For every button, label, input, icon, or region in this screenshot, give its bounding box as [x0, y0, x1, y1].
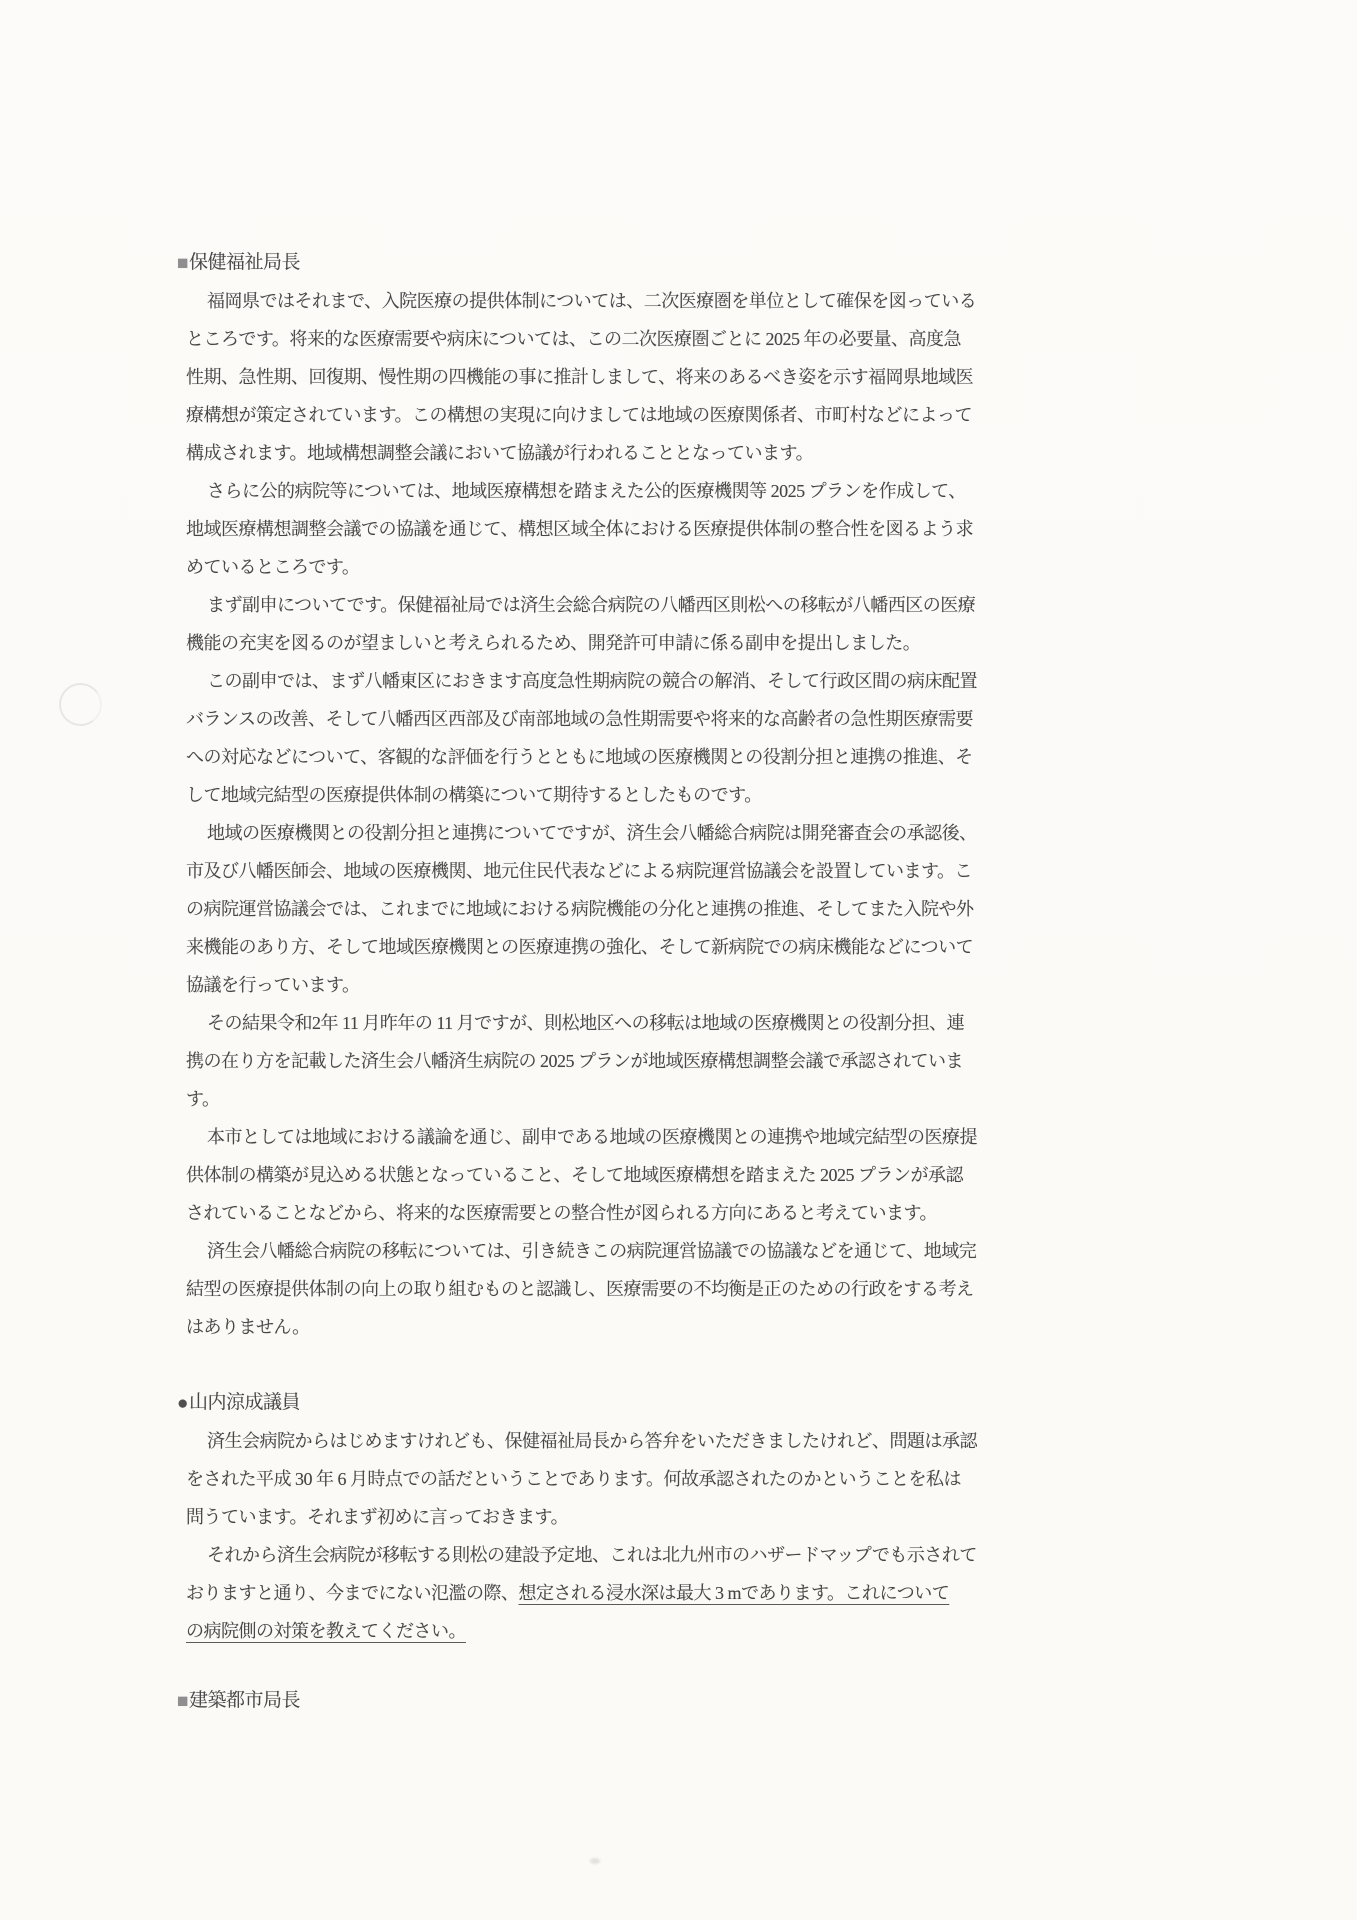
text-segment: 構成されます。地域構想調整会議において協議が行われることとなっています。	[186, 443, 814, 463]
text-segment: 協議を行っています。	[186, 975, 360, 995]
text-segment: されていることなどから、将来的な医療需要との整合性が図られる方向にあると考えています。	[186, 1203, 938, 1223]
text-line	[186, 358, 978, 396]
scan-smudge	[590, 1858, 600, 1864]
text-segment: 地域の医療機関との役割分担と連携についてですが、済生会八幡総合病院は開発審査会の承認後、	[207, 823, 977, 843]
text-line	[186, 1536, 978, 1574]
text-line	[186, 662, 978, 700]
text-segment: の病院運営協議会では、これまでに地域における病院機能の分化と連携の推進、そしてまた入院や外	[186, 899, 974, 919]
text-line	[186, 966, 978, 1004]
text-line	[186, 320, 978, 358]
text-segment: への対応などについて、客観的な評価を行うとともに地域の医療機関との役割分担と連携の推進、そ	[186, 747, 973, 767]
text-segment: それから済生会病院が移転する則松の建設予定地、これは北九州市のハザードマップでも示されて	[207, 1545, 977, 1565]
text-line	[186, 1080, 978, 1118]
text-line	[186, 1270, 978, 1308]
underlined-text: 想定される浸水深は最大 3 mであります。これについて	[518, 1583, 950, 1603]
text-line	[186, 1118, 978, 1156]
text-line	[186, 282, 978, 320]
text-segment: さらに公的病院等については、地域医療構想を踏まえた公的医療機関等 2025 プランを作成して、	[207, 481, 966, 501]
text-line	[186, 396, 978, 434]
text-segment: 結型の医療提供体制の向上の取り組むものと認識し、医療需要の不均衡是正のための行政をする考え	[186, 1279, 974, 1299]
square-bullet-icon: ■	[177, 1691, 188, 1712]
circle-bullet-icon: ●	[177, 1393, 188, 1414]
text-line	[186, 624, 978, 662]
text-segment: 済生会八幡総合病院の移転については、引き続きこの病院運営協議での協議などを通じて、地域完	[207, 1241, 977, 1261]
text-line	[186, 1232, 978, 1270]
text-line	[186, 1004, 978, 1042]
text-line	[186, 434, 978, 472]
text-segment: 療構想が策定されています。この構想の実現に向けましては地域の医療関係者、市町村などによって	[186, 405, 973, 425]
speaker-heading	[177, 1682, 978, 1720]
speaker-name: 保健福祉局長	[188, 252, 300, 273]
text-line	[186, 586, 978, 624]
text-segment: ところです。将来的な医療需要や病床については、この二次医療圏ごとに 2025 年の必要量、高度急	[186, 329, 962, 349]
text-line	[186, 738, 978, 776]
text-line	[186, 1308, 978, 1346]
speaker-name: 建築都市局長	[188, 1690, 300, 1711]
underlined-text: の病院側の対策を教えてください。	[186, 1621, 466, 1641]
text-line	[186, 548, 978, 586]
text-segment: はありません。	[186, 1317, 310, 1337]
text-line	[186, 510, 978, 548]
text-segment: その結果令和2年 11 月昨年の 11 月ですが、則松地区への移転は地域の医療機関との役割分担、連	[207, 1013, 965, 1033]
text-line	[186, 1156, 978, 1194]
text-segment: す。	[186, 1089, 220, 1109]
scan-artifact-circle	[56, 680, 105, 729]
text-segment: 機能の充実を図るのが望ましいと考えられるため、開発許可申請に係る副申を提出しました。	[186, 633, 921, 653]
text-segment: バランスの改善、そして八幡西区西部及び南部地域の急性期需要や将来的な高齢者の急性期医療需要	[186, 709, 973, 729]
speaker-heading	[177, 244, 978, 282]
text-line	[186, 928, 978, 966]
text-segment: まず副申についてです。保健福祉局では済生会総合病院の八幡西区則松への移転が八幡西区の医療	[207, 595, 976, 615]
text-segment: 来機能のあり方、そして地域医療機関との医療連携の強化、そして新病院での病床機能などについて	[186, 937, 974, 957]
text-segment: 携の在り方を記載した済生会八幡済生病院の 2025 プランが地域医療構想調整会議で承認されていま	[186, 1051, 963, 1071]
transcript-body	[177, 244, 978, 1720]
text-segment: して地域完結型の医療提供体制の構築について期待するとしたものです。	[186, 785, 762, 805]
text-line	[186, 1460, 978, 1498]
text-line	[186, 1498, 978, 1536]
text-line	[186, 1194, 978, 1232]
square-bullet-icon: ■	[177, 253, 188, 274]
text-line	[186, 814, 978, 852]
text-line	[186, 700, 978, 738]
text-line	[186, 890, 978, 928]
text-segment: 供体制の構築が見込める状態となっていること、そして地域医療構想を踏まえた 2025 プランが承認	[186, 1165, 963, 1185]
text-line	[186, 1042, 978, 1080]
text-segment: 済生会病院からはじめますけれども、保健福祉局長から答弁をいただきましたけれど、問題は承認	[207, 1431, 977, 1451]
text-segment: 地域医療構想調整会議での協議を通じて、構想区域全体における医療提供体制の整合性を図るよう求	[186, 519, 974, 539]
text-segment: 福岡県ではそれまで、入院医療の提供体制については、二次医療圏を単位として確保を図っている	[207, 291, 977, 311]
text-line	[186, 776, 978, 814]
speaker-name: 山内涼成議員	[188, 1392, 300, 1413]
text-line	[186, 1612, 978, 1650]
text-line	[186, 472, 978, 510]
text-segment: 問うています。それまず初めに言っておきます。	[186, 1507, 569, 1527]
text-segment: めているところです。	[186, 557, 360, 577]
text-line	[186, 1574, 978, 1612]
text-line	[186, 1422, 978, 1460]
text-segment: 市及び八幡医師会、地域の医療機関、地元住民代表などによる病院運営協議会を設置しています。こ	[186, 861, 973, 881]
text-segment: この副申では、まず八幡東区におきます高度急性期病院の競合の解消、そして行政区間の病床配置	[207, 671, 977, 691]
text-line	[186, 852, 978, 890]
text-segment: をされた平成 30 年 6 月時点での話だということであります。何故承認されたのかということを私は	[186, 1469, 962, 1489]
text-segment: 性期、急性期、回復期、慢性期の四機能の事に推計しまして、将来のあるべき姿を示す福岡県地域医	[186, 367, 974, 387]
text-segment: 本市としては地域における議論を通じ、副申である地域の医療機関との連携や地域完結型の医療提	[207, 1127, 977, 1147]
text-segment: おりますと通り、今までにない氾濫の際、	[186, 1583, 519, 1603]
speaker-heading	[177, 1384, 978, 1422]
